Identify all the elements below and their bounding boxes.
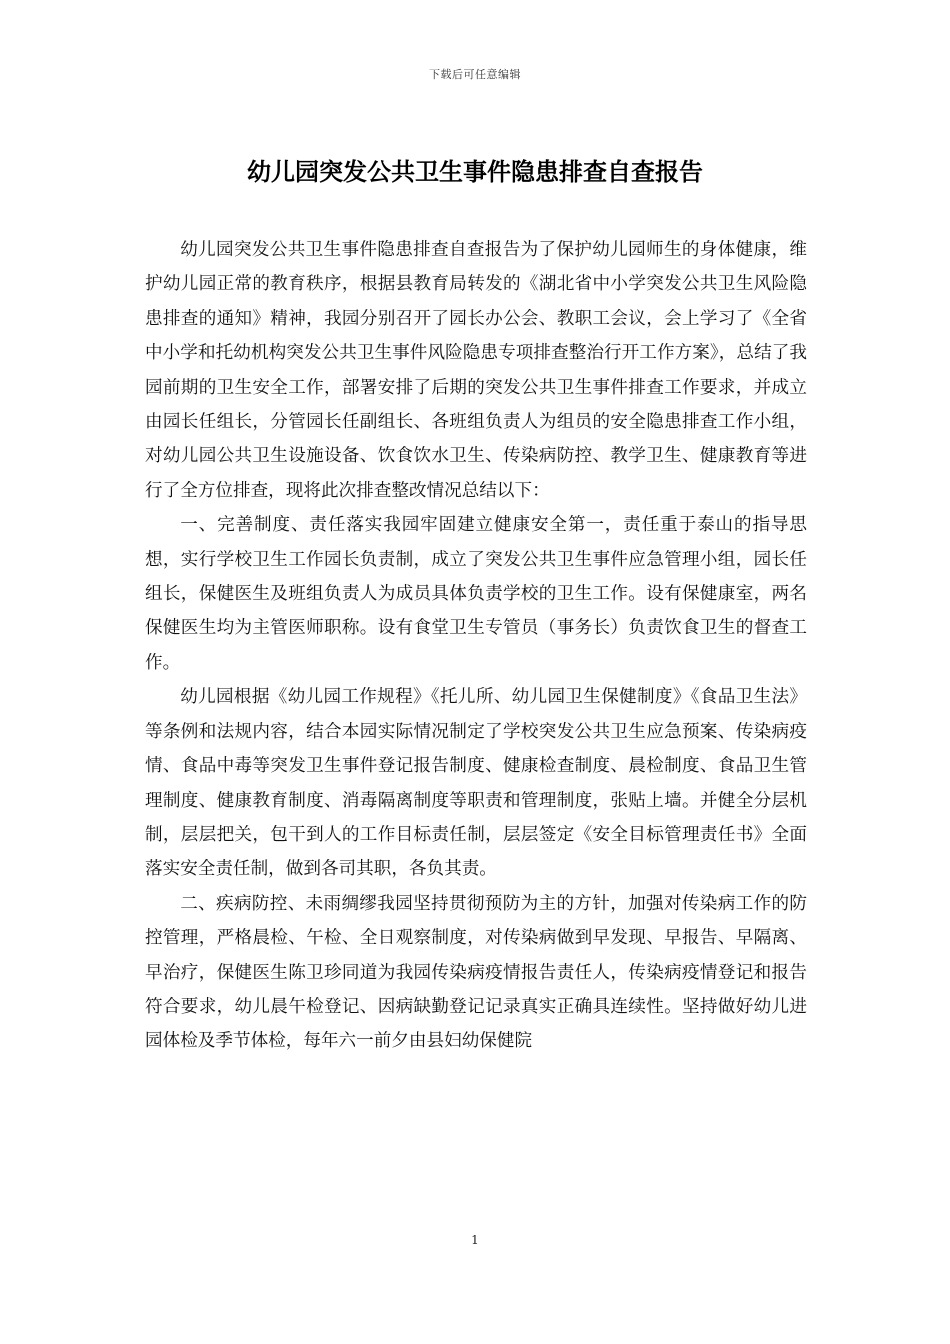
paragraph-regulations: 幼儿园根据《幼儿园工作规程》《托儿所、幼儿园卫生保健制度》《食品卫生法》等条例和法规内容，结合本园实际情况制定了学校突发公共卫生应急预案、传染病疫情、食品中毒等突发卫生事件登记报告制度、健康检查制度、晨检制度、食品卫生管理制度、健康教育制度、消毒隔离制度等职责和管理制度，张贴上墙。并健全分层机制，层层把关，包干到人的工作目标责任制，层层签定《安全目标管理责任书》全面落实安全责任制，做到各司其职，各负其责。 <box>145 687 807 880</box>
header-note: 下载后可任意编辑 <box>429 68 521 81</box>
paragraph-section-one: 一、完善制度、责任落实我园牢固建立健康安全第一，责任重于泰山的指导思想，实行学校卫生工作园长负责制，成立了突发公共卫生事件应急管理小组，园长任组长，保健医生及班组负责人为成员具体负责学校的卫生工作。设有保健康室，两名保健医生均为主管医师职称。设有食堂卫生专管员（事务长）负责饮食卫生的督查工作。 <box>145 515 807 673</box>
paragraph-intro: 幼儿园突发公共卫生事件隐患排查自查报告为了保护幼儿园师生的身体健康，维护幼儿园正常的教育秩序，根据县教育局转发的《湖北省中小学突发公共卫生风险隐患排查的通知》精神，我园分别召开了园长办公会、教职工会议，会上学习了《全省中小学和托幼机构突发公共卫生事件风险隐患专项排查整治行开工作方案》，总结了我园前期的卫生安全工作，部署安排了后期的突发公共卫生事件排查工作要求，并成立由园长任组长，分管园长任副组长、各班组负责人为组员的安全隐患排查工作小组，对幼儿园公共卫生设施设备、饮食饮水卫生、传染病防控、教学卫生、健康教育等进行了全方位排查，现将此次排查整改情况总结以下： <box>145 240 807 501</box>
document-body <box>145 233 807 1059</box>
paragraph-section-two: 二、疾病防控、未雨绸缪我园坚持贯彻预防为主的方针，加强对传染病工作的防控管理，严格晨检、午检、全日观察制度，对传染病做到早发现、早报告、早隔离、早治疗，保健医生陈卫珍同道为我园传染病疫情报告责任人，传染病疫情登记和报告符合要求，幼儿晨午检登记、因病缺勤登记记录真实正确具连续性。坚持做好幼儿进园体检及季节体检，每年六一前夕由县妇幼保健院 <box>145 893 807 1052</box>
page-number: 1 <box>471 1233 479 1247</box>
document-title: 幼儿园突发公共卫生事件隐患排查自查报告 <box>247 158 703 186</box>
